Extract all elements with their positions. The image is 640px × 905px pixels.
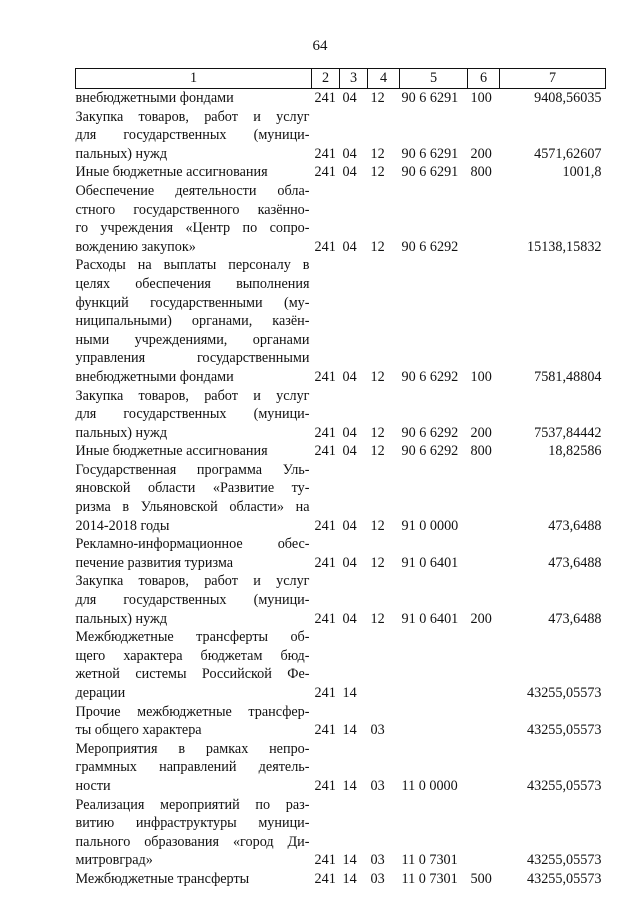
item-name-cell	[76, 796, 312, 870]
section-code-cell: 04	[342, 424, 357, 441]
table-body	[76, 89, 606, 889]
item-name-line: Межбюджетные трансферты об-	[75, 629, 310, 646]
item-name-line: ниципальными) органами, казён-	[75, 313, 310, 330]
item-name-line: Иные бюджетные ассигнования	[75, 164, 268, 181]
section-code-cell: 04	[342, 368, 357, 385]
amount-cell: 473,6488	[548, 517, 602, 534]
item-name-line: ными учреждениями, органами	[75, 331, 310, 348]
amount-cell: 9408,56035	[534, 90, 602, 106]
item-name-line: вождению закупок»	[75, 238, 196, 255]
subsection-code-cell: 12	[370, 145, 385, 162]
item-name-cell	[76, 535, 312, 572]
item-name-line: ности	[75, 777, 111, 794]
amount-cell: 18,82586	[548, 443, 602, 460]
item-name-line: целях обеспечения выполнения	[75, 275, 310, 292]
subsection-code-cell: 12	[370, 368, 385, 385]
amount-cell: 1001,8	[562, 164, 602, 181]
table-header-row	[76, 69, 606, 89]
table-row	[76, 796, 606, 870]
admin-code-cell: 241	[314, 722, 336, 739]
item-name-line: пальных) нужд	[75, 424, 168, 441]
target-article-cell: 11 0 7301	[401, 852, 458, 869]
subsection-code-cell: 03	[370, 870, 385, 887]
item-name-line: Закупка товаров, работ и услуг	[75, 108, 310, 125]
expense-type-cell	[468, 461, 500, 535]
item-name-line: Закупка товаров, работ и услуг	[75, 573, 310, 590]
amount-cell: 7537,84442	[534, 424, 602, 441]
item-name-cell	[76, 461, 312, 535]
admin-code-cell: 241	[314, 554, 336, 571]
item-name-line: го учреждения «Центр по сопро-	[75, 220, 310, 237]
item-name-line: ризма в Ульяновской области» на	[75, 499, 310, 516]
expense-type-cell: 100	[470, 90, 492, 106]
admin-code-cell: 241	[314, 424, 336, 441]
target-article-cell: 91 0 6401	[401, 554, 459, 571]
section-code-cell: 14	[342, 685, 357, 701]
admin-code-cell: 241	[314, 238, 336, 255]
amount-cell: 473,6488	[548, 610, 602, 627]
subsection-code-cell: 12	[370, 554, 385, 571]
item-name-line: для государственных (муници-	[75, 406, 310, 423]
admin-code-cell: 241	[314, 517, 336, 534]
amount-cell: 43255,05573	[527, 685, 602, 701]
subsection-code-cell: 03	[370, 852, 385, 869]
expense-type-cell: 100	[470, 368, 492, 385]
target-article-cell: 91 0 6401	[401, 610, 459, 627]
item-name-cell	[76, 182, 312, 256]
expense-type-cell: 800	[470, 443, 492, 460]
section-code-cell: 04	[342, 517, 357, 534]
admin-code-cell: 241	[314, 685, 336, 701]
table-row	[76, 703, 606, 740]
item-name-line: Реализация мероприятий по раз-	[75, 796, 310, 813]
column-header: 3	[340, 69, 368, 89]
item-name-line: ты общего характера	[75, 722, 202, 739]
target-article-cell: 90 6 6292	[401, 424, 459, 441]
subsection-code-cell	[368, 628, 400, 702]
item-name-line: Мероприятия в рамках непро-	[75, 740, 310, 757]
table-row	[76, 442, 606, 461]
table-row	[76, 461, 606, 535]
admin-code-cell: 241	[314, 164, 336, 181]
section-code-cell: 04	[342, 443, 357, 460]
amount-cell: 43255,05573	[527, 777, 602, 794]
item-name-cell	[76, 628, 312, 702]
target-article-cell: 91 0 0000	[401, 517, 459, 534]
section-code-cell: 14	[342, 722, 357, 739]
subsection-code-cell: 03	[370, 722, 385, 739]
item-name-line: Обеспечение деятельности обла-	[75, 182, 310, 199]
item-name-cell	[76, 387, 312, 443]
subsection-code-cell: 12	[370, 424, 385, 441]
subsection-code-cell: 12	[370, 238, 385, 255]
item-name-cell	[76, 108, 312, 164]
expense-type-cell	[468, 535, 500, 572]
section-code-cell: 04	[342, 145, 357, 162]
item-name-line: 2014-2018 годы	[75, 517, 170, 534]
admin-code-cell: 241	[314, 610, 336, 627]
amount-cell: 43255,05573	[527, 870, 602, 887]
table-row	[76, 628, 606, 702]
subsection-code-cell: 12	[370, 610, 385, 627]
amount-cell: 43255,05573	[527, 852, 602, 869]
target-article-cell: 90 6 6291	[401, 145, 459, 162]
admin-code-cell: 241	[314, 145, 336, 162]
item-name-cell	[76, 572, 312, 628]
section-code-cell: 14	[342, 777, 357, 794]
table-row	[76, 870, 606, 889]
expense-type-cell: 200	[470, 145, 492, 162]
item-name-line: управления государственными	[75, 350, 310, 367]
amount-cell: 4571,62607	[534, 145, 602, 162]
item-name-line: Иные бюджетные ассигнования	[75, 443, 268, 460]
table-row	[76, 163, 606, 182]
amount-cell: 43255,05573	[527, 722, 602, 739]
item-name-line: граммных направлений деятель-	[75, 759, 310, 776]
section-code-cell: 04	[342, 90, 357, 106]
section-code-cell: 04	[342, 238, 357, 255]
item-name-line: щего характера бюджетам бюд-	[75, 647, 310, 664]
section-code-cell: 04	[342, 554, 357, 571]
target-article-cell	[400, 703, 468, 740]
item-name-line: витию инфраструктуры муници-	[75, 815, 310, 832]
section-code-cell: 14	[342, 870, 357, 887]
item-name-line: для государственных (муници-	[75, 592, 310, 609]
item-name-cell	[76, 163, 312, 182]
item-name-cell	[76, 89, 312, 108]
expense-type-cell	[468, 182, 500, 256]
item-name-line: Межбюджетные трансферты	[75, 870, 250, 887]
item-name-cell	[76, 442, 312, 461]
column-header: 4	[368, 69, 400, 89]
table-row	[76, 535, 606, 572]
item-name-cell	[76, 703, 312, 740]
item-name-line: печение развития туризма	[75, 554, 234, 571]
item-name-line: Закупка товаров, работ и услуг	[75, 387, 310, 404]
subsection-code-cell: 12	[370, 443, 385, 460]
expense-type-cell	[468, 796, 500, 870]
amount-cell: 15138,15832	[527, 238, 602, 255]
item-name-line: Рекламно-информационное обес-	[75, 536, 310, 553]
item-name-line: для государственных (муници-	[75, 127, 310, 144]
column-header: 6	[468, 69, 500, 89]
section-code-cell: 04	[342, 610, 357, 627]
expense-type-cell: 800	[470, 164, 492, 181]
subsection-code-cell: 03	[370, 777, 385, 794]
column-header: 7	[500, 69, 606, 89]
expense-type-cell: 200	[470, 424, 492, 441]
expense-type-cell: 500	[470, 870, 492, 887]
table-row	[76, 256, 606, 386]
item-name-line: пального образования «город Ди-	[75, 833, 310, 850]
item-name-cell	[76, 256, 312, 386]
item-name-line: функций государственными (му-	[75, 294, 310, 311]
item-name-cell	[76, 740, 312, 796]
target-article-cell: 90 6 6292	[401, 238, 459, 255]
section-code-cell: 04	[342, 164, 357, 181]
admin-code-cell: 241	[314, 443, 336, 460]
budget-table	[75, 68, 606, 889]
admin-code-cell: 241	[314, 368, 336, 385]
admin-code-cell: 241	[314, 852, 336, 869]
item-name-line: жетной системы Российской Фе-	[75, 666, 310, 683]
item-name-line: Расходы на выплаты персоналу в	[75, 257, 310, 274]
target-article-cell: 11 0 7301	[401, 870, 458, 887]
item-name-line: пальных) нужд	[75, 145, 168, 162]
subsection-code-cell: 12	[370, 164, 385, 181]
subsection-code-cell: 12	[370, 90, 385, 106]
admin-code-cell: 241	[314, 90, 336, 106]
table-row	[76, 572, 606, 628]
subsection-code-cell: 12	[370, 517, 385, 534]
column-header: 1	[76, 69, 312, 89]
table-row	[76, 108, 606, 164]
target-article-cell: 11 0 0000	[401, 777, 458, 794]
item-name-line: яновской области «Развитие ту-	[75, 480, 310, 497]
table-row	[76, 387, 606, 443]
item-name-line: дерации	[75, 685, 126, 701]
expense-type-cell	[468, 703, 500, 740]
expense-type-cell	[468, 740, 500, 796]
item-name-cell	[76, 870, 312, 889]
item-name-line: пальных) нужд	[75, 610, 168, 627]
target-article-cell: 90 6 6291	[401, 164, 459, 181]
column-header: 2	[312, 69, 340, 89]
admin-code-cell: 241	[314, 870, 336, 887]
item-name-line: стного государственного казённо-	[75, 201, 310, 218]
column-header: 5	[400, 69, 468, 89]
item-name-line: внебюджетными фондами	[75, 90, 234, 106]
expense-type-cell: 200	[470, 610, 492, 627]
amount-cell: 473,6488	[548, 554, 602, 571]
table-row	[76, 740, 606, 796]
item-name-line: Государственная программа Уль-	[75, 461, 310, 478]
section-code-cell: 14	[342, 852, 357, 869]
target-article-cell: 90 6 6292	[401, 368, 459, 385]
item-name-line: Прочие межбюджетные трансфер-	[75, 703, 310, 720]
item-name-line: митровград»	[75, 852, 153, 869]
table-row	[76, 182, 606, 256]
target-article-cell: 90 6 6292	[401, 443, 459, 460]
target-article-cell: 90 6 6291	[401, 90, 459, 106]
item-name-line: внебюджетными фондами	[75, 368, 234, 385]
target-article-cell	[400, 628, 468, 702]
amount-cell: 7581,48804	[534, 368, 602, 385]
page-number: 64	[312, 38, 328, 54]
table-row	[76, 89, 606, 108]
expense-type-cell	[468, 628, 500, 702]
admin-code-cell: 241	[314, 777, 336, 794]
